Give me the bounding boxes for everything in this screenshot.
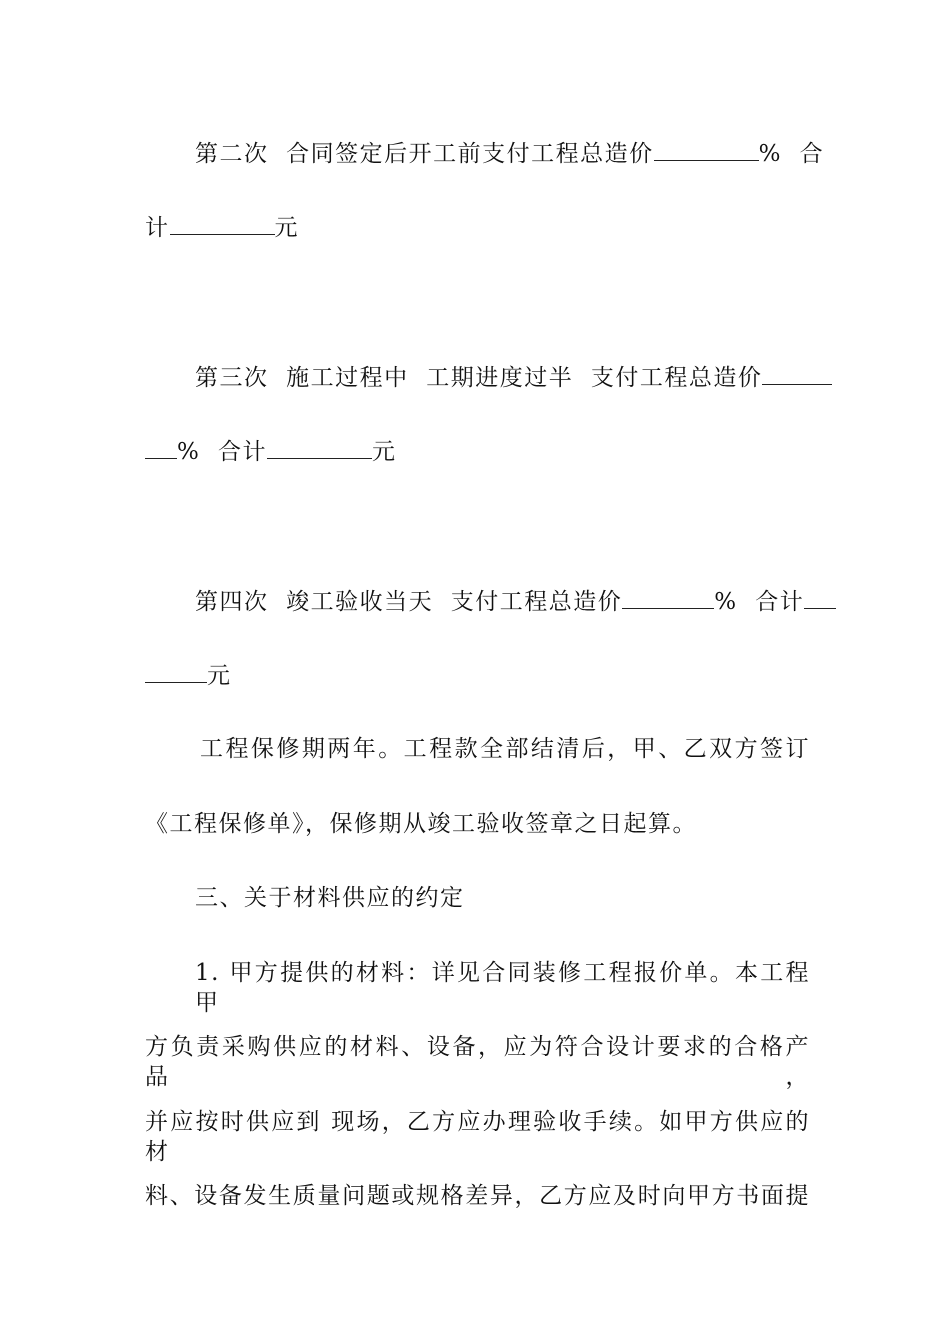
section-heading: 三、关于材料供应的约定	[195, 885, 465, 911]
blank-field	[762, 362, 832, 385]
blank-field	[145, 436, 177, 459]
text-segment: % 合计	[714, 589, 805, 615]
materials-paragraph-line-2: 方负责采购供应的材料、设备，应为符合设计要求的合格产品，	[145, 1034, 810, 1090]
text-segment: % 合	[758, 141, 825, 167]
payment-third-line-1	[195, 362, 810, 393]
blank-field	[654, 138, 759, 161]
text-segment: 第三次 施工过程中 工期进度过半 支付工程总造价	[195, 365, 763, 391]
materials-paragraph-line-4: 料、设备发生质量问题或规格差异，乙方应及时向甲方书面提	[145, 1183, 810, 1209]
blank-field	[622, 586, 714, 609]
payment-second-line-2	[145, 212, 810, 243]
text-segment: 计	[145, 215, 170, 241]
warranty-paragraph-line-2: 《工程保修单》，保修期从竣工验收签章之日起算。	[145, 811, 697, 837]
text-segment: % 合计	[177, 439, 267, 465]
blank-field	[170, 212, 275, 235]
text-segment: 第四次 竣工验收当天 支付工程总造价	[195, 589, 623, 615]
payment-third-line-2	[145, 436, 810, 467]
blank-field	[145, 660, 207, 683]
materials-paragraph-line-3: 并应按时供应到 现场，乙方应办理验收手续。如甲方供应的材	[145, 1109, 810, 1165]
blank-field	[267, 436, 372, 459]
payment-fourth-line-2	[145, 660, 810, 691]
materials-paragraph-line-1: 1. 甲方提供的材料：详见合同装修工程报价单。本工程甲	[195, 960, 810, 1016]
text-segment: 元	[371, 439, 397, 465]
text-segment: 元	[274, 215, 299, 241]
blank-field	[804, 586, 836, 609]
warranty-paragraph-line-1: 工程保修期两年。工程款全部结清后，甲、乙双方签订	[200, 736, 810, 762]
text-segment: 第二次 合同签定后开工前支付工程总造价	[195, 141, 654, 167]
payment-fourth-line-1	[195, 586, 810, 617]
payment-second-line-1	[195, 138, 825, 169]
text-segment: 元	[207, 663, 232, 689]
